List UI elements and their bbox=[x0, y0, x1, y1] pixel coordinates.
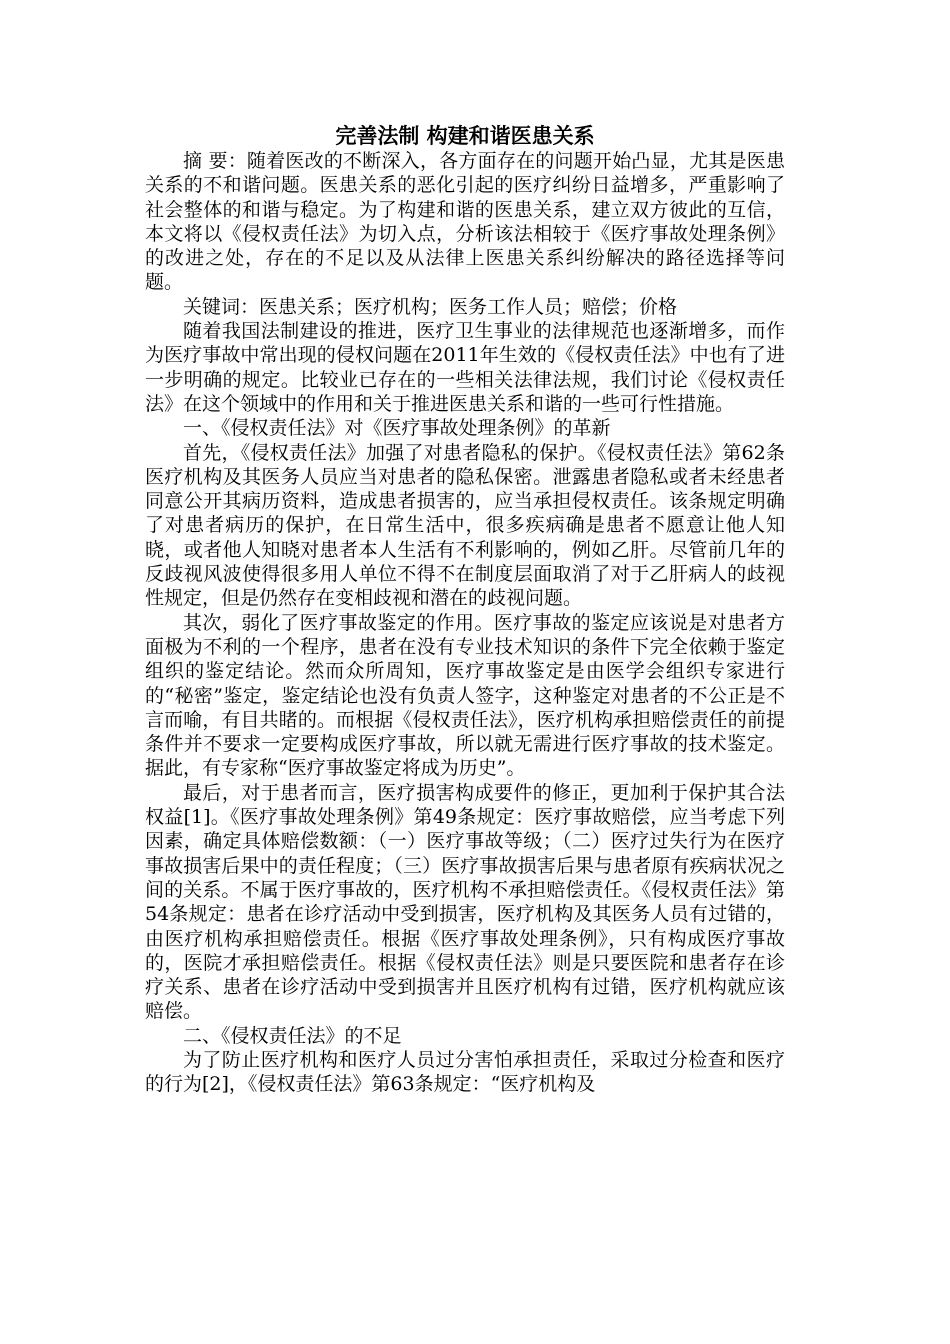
abstract-paragraph: 摘 要：随着医改的不断深入，各方面存在的问题开始凸显，尤其是医患关系的不和谐问题。医患关系的恶化引起的医疗纠纷日益增多，严重影响了社会整体的和谐与稳定。为了构建和谐的医患关系，建立双方彼此的互信，本文将以《侵权责任法》为切入点，分析该法相较于《医疗事故处理条例》的改进之处，存在的不足以及从法律上医患关系纠纷解决的路径选择等问题。 bbox=[145, 150, 785, 294]
document-body bbox=[145, 122, 785, 1097]
section1-paragraph-3: 最后，对于患者而言，医疗损害构成要件的修正，更加利于保护其合法权益[1]。《医疗事故处理条例》第49条规定：医疗事故赔偿，应当考虑下列因素，确定具体赔偿数额：（一）医疗事故等级；（二）医疗过失行为在医疗事故损害后果中的责任程度；（三）医疗事故损害后果与患者原有疾病状况之间的关系。不属于医疗事故的，医疗机构不承担赔偿责任。《侵权责任法》第54条规定：患者在诊疗活动中受到损害，医疗机构及其医务人员有过错的，由医疗机构承担赔偿责任。根据《医疗事故处理条例》，只有构成医疗事故的，医院才承担赔偿责任。根据《侵权责任法》则是只要医院和患者存在诊疗关系、患者在诊疗活动中受到损害并且医疗机构有过错，医疗机构就应该赔偿。 bbox=[145, 781, 785, 1023]
keywords-paragraph: 关键词：医患关系；医疗机构；医务工作人员；赔偿；价格 bbox=[183, 295, 678, 318]
section1-paragraph-2: 其次，弱化了医疗事故鉴定的作用。医疗事故的鉴定应该说是对患者方面极为不利的一个程序，患者在没有专业技术知识的条件下完全依赖于鉴定组织的鉴定结论。然而众所周知，医疗事故鉴定是由医学会组织专家进行的“秘密”鉴定，鉴定结论也没有负责人签字，这种鉴定对患者的不公正是不言而喻，有目共睹的。而根据《侵权责任法》，医疗机构承担赔偿责任的前提条件并不要求一定要构成医疗事故，所以就无需进行医疗事故的技术鉴定。据此，有专家称“医疗事故鉴定将成为历史”。 bbox=[145, 611, 785, 780]
section1-paragraph-1: 首先，《侵权责任法》加强了对患者隐私的保护。《侵权责任法》第62条医疗机构及其医务人员应当对患者的隐私保密。泄露患者隐私或者未经患者同意公开其病历资料，造成患者损害的，应当承担侵权责任。该条规定明确了对患者病历的保护，在日常生活中，很多疾病确是患者不愿意让他人知晓，或者他人知晓对患者本人生活有不利影响的，例如乙肝。尽管前几年的反歧视风波使得很多用人单位不得不在制度层面取消了对于乙肝病人的歧视性规定，但是仍然存在变相歧视和潜在的歧视问题。 bbox=[145, 441, 785, 610]
section-heading-2: 二、《侵权责任法》的不足 bbox=[183, 1024, 402, 1047]
section-heading-1: 一、《侵权责任法》对《医疗事故处理条例》的革新 bbox=[183, 417, 611, 440]
document-title: 完善法制 构建和谐医患关系 bbox=[335, 123, 595, 148]
section2-paragraph-1: 为了防止医疗机构和医疗人员过分害怕承担责任，采取过分检查和医疗的行为[2]，《侵权责任法》第63条规定：“医疗机构及 bbox=[145, 1048, 785, 1096]
intro-paragraph: 随着我国法制建设的推进，医疗卫生事业的法律规范也逐渐增多，而作为医疗事故中常出现的侵权问题在2011年生效的《侵权责任法》中也有了进一步明确的规定。比较业已存在的一些相关法律法规，我们讨论《侵权责任法》在这个领域中的作用和关于推进医患关系和谐的一些可行性措施。 bbox=[145, 320, 785, 415]
